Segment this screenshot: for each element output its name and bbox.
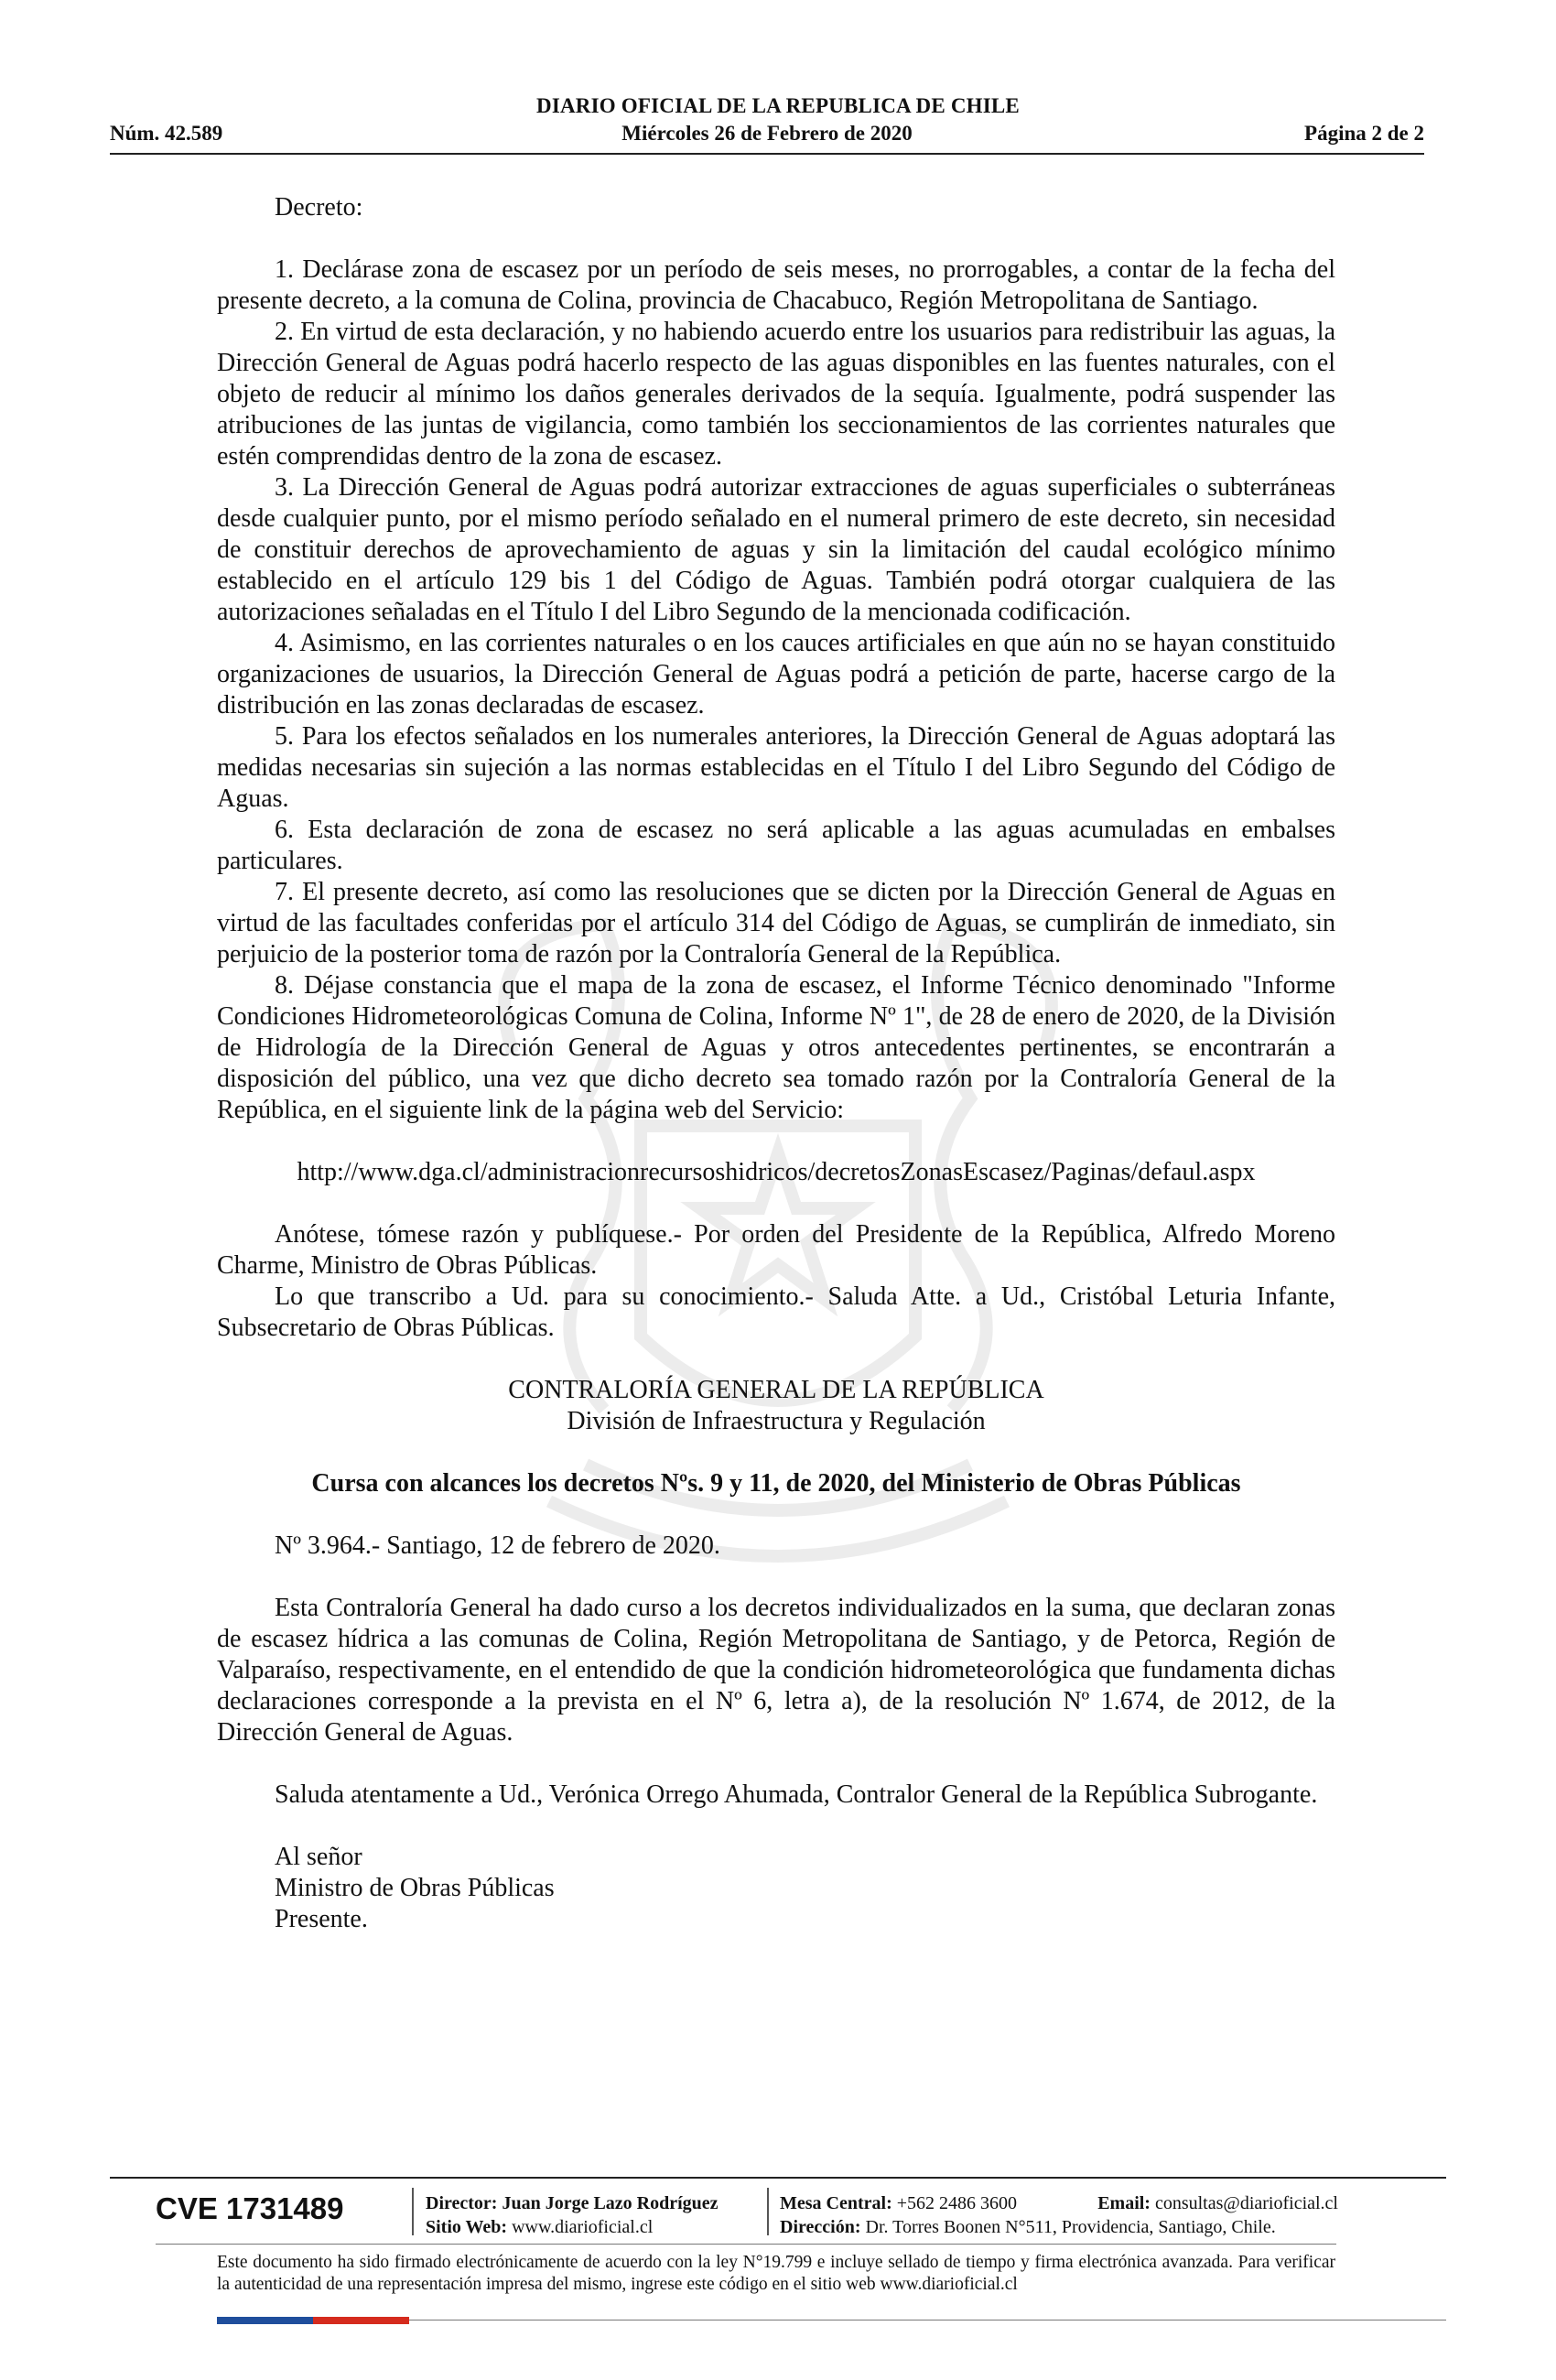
sitio-label: Sitio Web:	[426, 2217, 508, 2237]
mesa-phone: +562 2486 3600	[896, 2193, 1018, 2213]
saluda-paragraph: Saluda atentamente a Ud., Verónica Orrego Ahumada, Contralor General de la República Subrogante.	[275, 1780, 1318, 1809]
addressee-line-2: Ministro de Obras Públicas	[275, 1874, 555, 1902]
director-name: Juan Jorge Lazo Rodríguez	[502, 2193, 719, 2213]
header-divider	[110, 153, 1424, 155]
footer-separator	[412, 2188, 414, 2235]
contraloria-paragraph: Esta Contraloría General ha dado curso a los decretos individualizados en la suma, que declaran zonas de escasez hídrica a las comunas de Colina, Región Metropolitana de Santiago, y de Petorca, Región de Valparaíso, respectivamente, en el entendido de que la condición hidrometeorológica que fundamenta dichas declaraciones corresponde a la prevista en el Nº 6, letra a), de la resolución Nº 1.674, de 2012, de la Dirección General de Aguas.	[217, 1594, 1335, 1747]
anotese-paragraph: Anótese, tómese razón y publíquese.- Por orden del Presidente de la República, Alfredo Moreno Charme, Ministro de Obras Públicas.	[217, 1220, 1335, 1280]
email-link[interactable]: consultas@diarioficial.cl	[1154, 2193, 1338, 2213]
flag-blue-segment	[217, 2317, 313, 2324]
document-body	[217, 192, 1335, 1935]
cve-code: CVE 1731489	[156, 2191, 344, 2225]
footer-divider-top	[110, 2177, 1446, 2179]
footer-divider-mid	[156, 2244, 1336, 2245]
paragraph-item-4: 4. Asimismo, en las corrientes naturales o en los cauces artificiales en que aún no se hayan constituido organizaciones de usuarios, la Dirección General de Aguas podrá a petición de parte, hacerse cargo de la distribución en las zonas declaradas de escasez.	[217, 629, 1335, 719]
numero-fecha: Nº 3.964.- Santiago, 12 de febrero de 2020.	[275, 1531, 720, 1560]
cursa-heading: Cursa con alcances los decretos Nºs. 9 y 11, de 2020, del Ministerio de Obras Públicas	[311, 1469, 1241, 1498]
issue-date: Miércoles 26 de Febrero de 2020	[621, 122, 913, 145]
addressee-line-1: Al señor	[275, 1843, 362, 1871]
addressee-line-3: Presente.	[275, 1905, 368, 1933]
email-label: Email:	[1097, 2193, 1151, 2213]
dga-link[interactable]: http://www.dga.cl/administracionrecursoshidricos/decretosZonasEscasez/Paginas/defaul.aspx	[297, 1158, 1256, 1186]
paragraph-item-3: 3. La Dirección General de Aguas podrá autorizar extracciones de aguas superficiales o subterráneas desde cualquier punto, por el mismo período señalado en el numeral primero de este decreto, sin necesidad de constituir derechos de aprovechamiento de aguas y sin la limitación del caudal ecológico mínimo establecido en el artículo 129 bis 1 del Código de Aguas. También podrá otorgar cualquiera de las autorizaciones señaladas en el Título I del Libro Segundo de la mencionada codificación.	[217, 473, 1335, 626]
paragraph-item-6: 6. Esta declaración de zona de escasez no será aplicable a las aguas acumuladas en embalses particulares.	[217, 816, 1335, 875]
decreto-label: Decreto:	[275, 193, 363, 222]
paragraph-item-8: 8. Déjase constancia que el mapa de la zona de escasez, el Informe Técnico denominado "Informe Condiciones Hidrometeorológicas Comuna de Colina, Informe Nº 1", de 28 de enero de 2020, de la División de Hidrología de la Dirección General de Aguas y otros antecedentes pertinentes, se encontrarán a disposición del público, una vez que dicho decreto sea tomado razón por la Contraloría General de la República, en el siguiente link de la página web del Servicio:	[217, 971, 1335, 1124]
paragraph-item-1: 1. Declárase zona de escasez por un período de seis meses, no prorrogables, a contar de la fecha del presente decreto, a la comuna de Colina, provincia de Chacabuco, Región Metropolitana de Santiago.	[217, 255, 1335, 315]
chile-flag-stripe	[217, 2317, 409, 2324]
header-row	[110, 122, 1424, 149]
paragraph-item-5: 5. Para los efectos señalados en los numerales anteriores, la Dirección General de Aguas adoptará las medidas necesarias sin sujeción a las normas establecidas en el Título I del Libro Segundo del Código de Aguas.	[217, 722, 1335, 813]
footer-director-block	[426, 2191, 719, 2239]
issue-number: Núm. 42.589	[110, 122, 223, 145]
mesa-label: Mesa Central:	[780, 2193, 892, 2213]
page-counter: Página 2 de 2	[1304, 122, 1424, 145]
transcribo-paragraph: Lo que transcribo a Ud. para su conocimiento.- Saluda Atte. a Ud., Cristóbal Leturia Infante, Subsecretario de Obras Públicas.	[217, 1282, 1335, 1342]
contraloria-division: División de Infraestructura y Regulación	[567, 1407, 986, 1435]
sitio-web-link[interactable]: www.diarioficial.cl	[512, 2217, 654, 2237]
director-label: Director:	[426, 2193, 498, 2213]
footer-separator	[767, 2188, 769, 2235]
direccion-label: Dirección:	[780, 2217, 861, 2237]
publication-title: DIARIO OFICIAL DE LA REPUBLICA DE CHILE	[536, 94, 1020, 117]
signature-note: Este documento ha sido firmado electrónicamente de acuerdo con la ley N°19.799 e incluye sellado de tiempo y firma electrónica avanzada. Para verificar la autenticidad de una representación impresa del mismo, ingrese este código en el sitio web www.diarioficial.cl	[217, 2253, 1335, 2294]
footer-contact-block	[780, 2191, 1338, 2239]
flag-red-segment	[313, 2317, 409, 2324]
contraloria-title: CONTRALORÍA GENERAL DE LA REPÚBLICA	[508, 1376, 1044, 1404]
paragraph-item-7: 7. El presente decreto, así como las resoluciones que se dicten por la Dirección General de Aguas en virtud de las facultades conferidas por el artículo 314 del Código de Aguas, se cumplirán de inmediato, sin perjuicio de la posterior toma de razón por la Contraloría General de la República.	[217, 878, 1335, 968]
direccion-value: Dr. Torres Boonen N°511, Providencia, Santiago, Chile.	[865, 2217, 1276, 2237]
paragraph-item-2: 2. En virtud de esta declaración, y no habiendo acuerdo entre los usuarios para redistribuir las aguas, la Dirección General de Aguas podrá hacerlo respecto de las aguas disponibles en las fuentes naturales, con el objeto de reducir al mínimo los daños generales derivados de la sequía. Igualmente, podrá suspender las atribuciones de las juntas de vigilancia, como también los seccionamientos de las corrientes naturales que estén comprendidas dentro de la zona de escasez.	[217, 318, 1335, 471]
